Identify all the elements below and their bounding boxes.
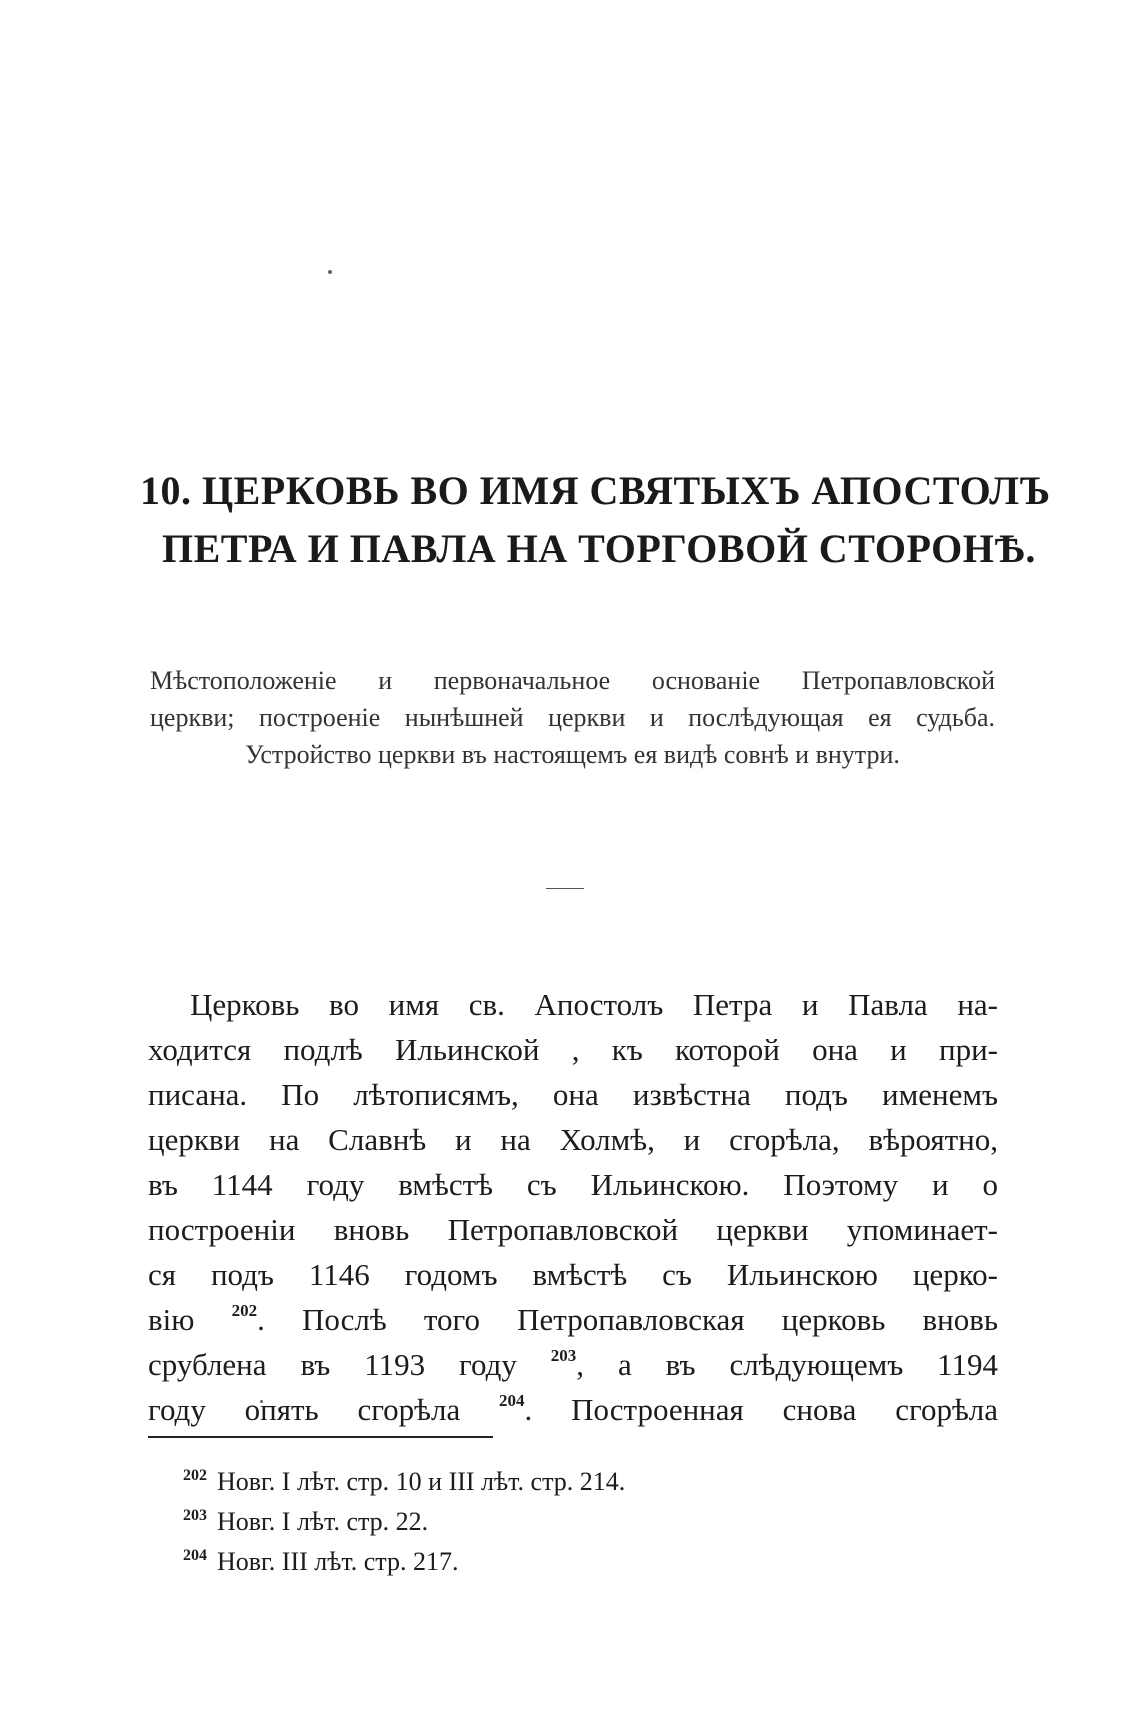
body-line: Церковь во имя св. Апостолъ Петра и Павла на- xyxy=(190,987,998,1022)
summary-line-2: церкви; построенiе нынѣшней церкви и послѣдующая ея судьба. xyxy=(150,703,995,732)
chapter-title xyxy=(120,462,1051,578)
body-text-segment: , а въ слѣдующемъ 1194 xyxy=(576,1347,998,1382)
chapter-title-line-1: 10. ЦЕРКОВЬ ВО ИМЯ СВЯТЫХЪ АПОСТОЛЪ xyxy=(140,468,1051,513)
body-paragraph xyxy=(148,982,998,1432)
body-line: ся подъ 1146 годомъ вмѣстѣ съ Ильинскою церко- xyxy=(148,1257,998,1292)
footnote-item xyxy=(183,1542,625,1582)
body-text-segment: . Послѣ того Петропавловская церковь вновь xyxy=(257,1302,999,1337)
footnote-text: Новг. I лѣт. стр. 10 и III лѣт. стр. 214. xyxy=(217,1467,626,1496)
body-line: писана. По лѣтописямъ, она извѣстна подъ именемъ xyxy=(148,1077,998,1112)
summary-line-1: Мѣстоположенiе и первоначальное основанiе Петропавловской xyxy=(150,666,995,695)
body-line: въ 1144 году вмѣстѣ съ Ильинскою. Поэтому и о xyxy=(148,1167,998,1202)
footnote-item xyxy=(183,1462,625,1502)
footnote-rule xyxy=(148,1436,493,1438)
body-line xyxy=(148,1297,998,1342)
body-line xyxy=(148,1387,998,1432)
footnote-text: Новг. III лѣт. стр. 217. xyxy=(217,1547,459,1576)
body-line: ходится подлѣ Ильинской , къ которой она и при- xyxy=(148,1032,998,1067)
chapter-summary xyxy=(150,662,995,773)
footnote-ref-204[interactable]: 204 xyxy=(499,1391,525,1410)
section-divider xyxy=(546,888,584,889)
body-text-segment: срублена въ 1193 году xyxy=(148,1347,517,1382)
footnote-number: 202 xyxy=(183,1467,207,1484)
footnote-ref-203[interactable]: 203 xyxy=(550,1346,577,1365)
chapter-title-line-2: ПЕТРА И ПАВЛА НА ТОРГОВОЙ СТОРОНѢ. xyxy=(162,526,1036,571)
footnote-number: 204 xyxy=(183,1547,207,1564)
footnotes-list xyxy=(183,1462,625,1582)
summary-line-3: Устройство церкви въ настоящемъ ея видѣ совнѣ и внутри. xyxy=(245,740,900,769)
footnote-item xyxy=(183,1502,625,1542)
body-text-segment: году опять сгорѣла xyxy=(148,1392,461,1427)
body-line xyxy=(148,1342,998,1387)
print-speck xyxy=(328,270,332,274)
body-text-segment: вiю xyxy=(148,1302,195,1337)
body-text-segment: . Построенная снова сгорѣла xyxy=(524,1392,998,1427)
footnote-text: Новг. I лѣт. стр. 22. xyxy=(217,1507,429,1536)
body-line: построенiи вновь Петропавловской церкви упоминает- xyxy=(148,1212,998,1247)
footnote-number: 203 xyxy=(183,1507,207,1524)
footnote-ref-202[interactable]: 202 xyxy=(231,1301,258,1320)
body-line: церкви на Славнѣ и на Холмѣ, и сгорѣла, вѣроятно, xyxy=(148,1122,998,1157)
